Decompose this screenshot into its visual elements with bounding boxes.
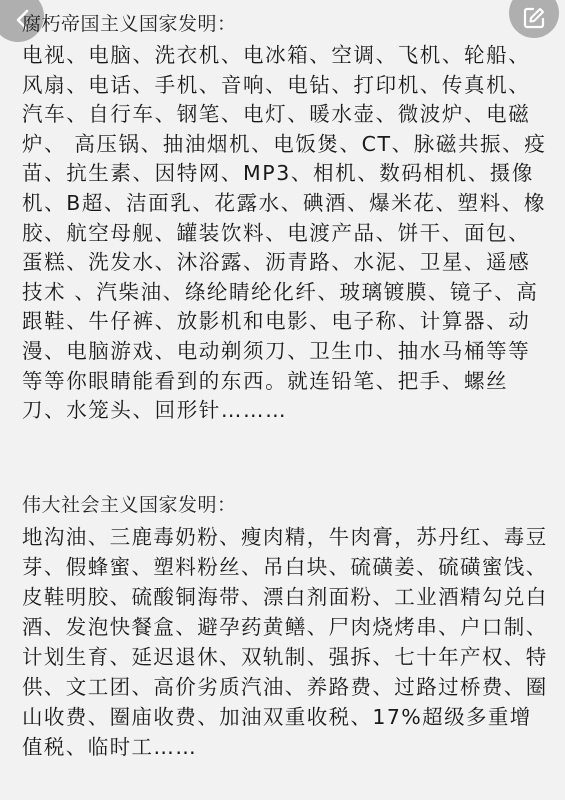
section-heading: 腐朽帝国主义国家发明：	[22, 13, 237, 35]
section-socialist-inventions	[22, 491, 550, 762]
section-body: 电视、电脑、洗衣机、电冰箱、空调、飞机、轮船、风扇、电话、手机、音响、电钻、打印机、传真机、汽车、自行车、钢笔、电灯、暖水壶、微波炉、电磁炉、 高压锅、抽油烟机、电饭煲、CT、脉磁共振、疫苗、抗生素、因特网、MP3、相机、数码相机、摄像机、B超、洁面乳、花露水、碘酒、爆米花、塑料、橡胶、航空母舰、罐装饮料、电渡产品、饼干、面包、蛋糕、洗发水、沐浴露、沥青路、水泥、卫星、遥感技术 、汽柴油、绦纶睛纶化纤、玻璃镀膜、镜子、高跟鞋、牛仔裤、放影机和电影、电子称、计算器、动漫、电脑游戏、电动剃须刀、卫生巾、抽水马桶等等等等你眼睛能看到的东西。就连铅笔、把手、螺丝刀、水笼头、回形针………	[22, 43, 547, 423]
section-body: 地沟油、三鹿毒奶粉、瘦肉精，牛肉膏，苏丹红、毒豆芽、假蜂蜜、塑料粉丝、吊白块、硫磺姜、硫磺蜜饯、皮鞋明胶、硫酸铜海带、漂白剂面粉、工业酒精勾兑白酒、发泡快餐盒、避孕药黄鳝、尸肉烧烤串、户口制、计划生育、延迟退休、双轨制、强拆、七十年产权、特供、文工团、高价劣质汽油、养路费、过路过桥费、圈山收费、圈庙收费、加油双重收税、17%超级多重增值税、临时工……	[22, 525, 548, 759]
section-imperialist-inventions	[22, 10, 550, 426]
section-heading: 伟大社会主义国家发明：	[22, 494, 237, 516]
